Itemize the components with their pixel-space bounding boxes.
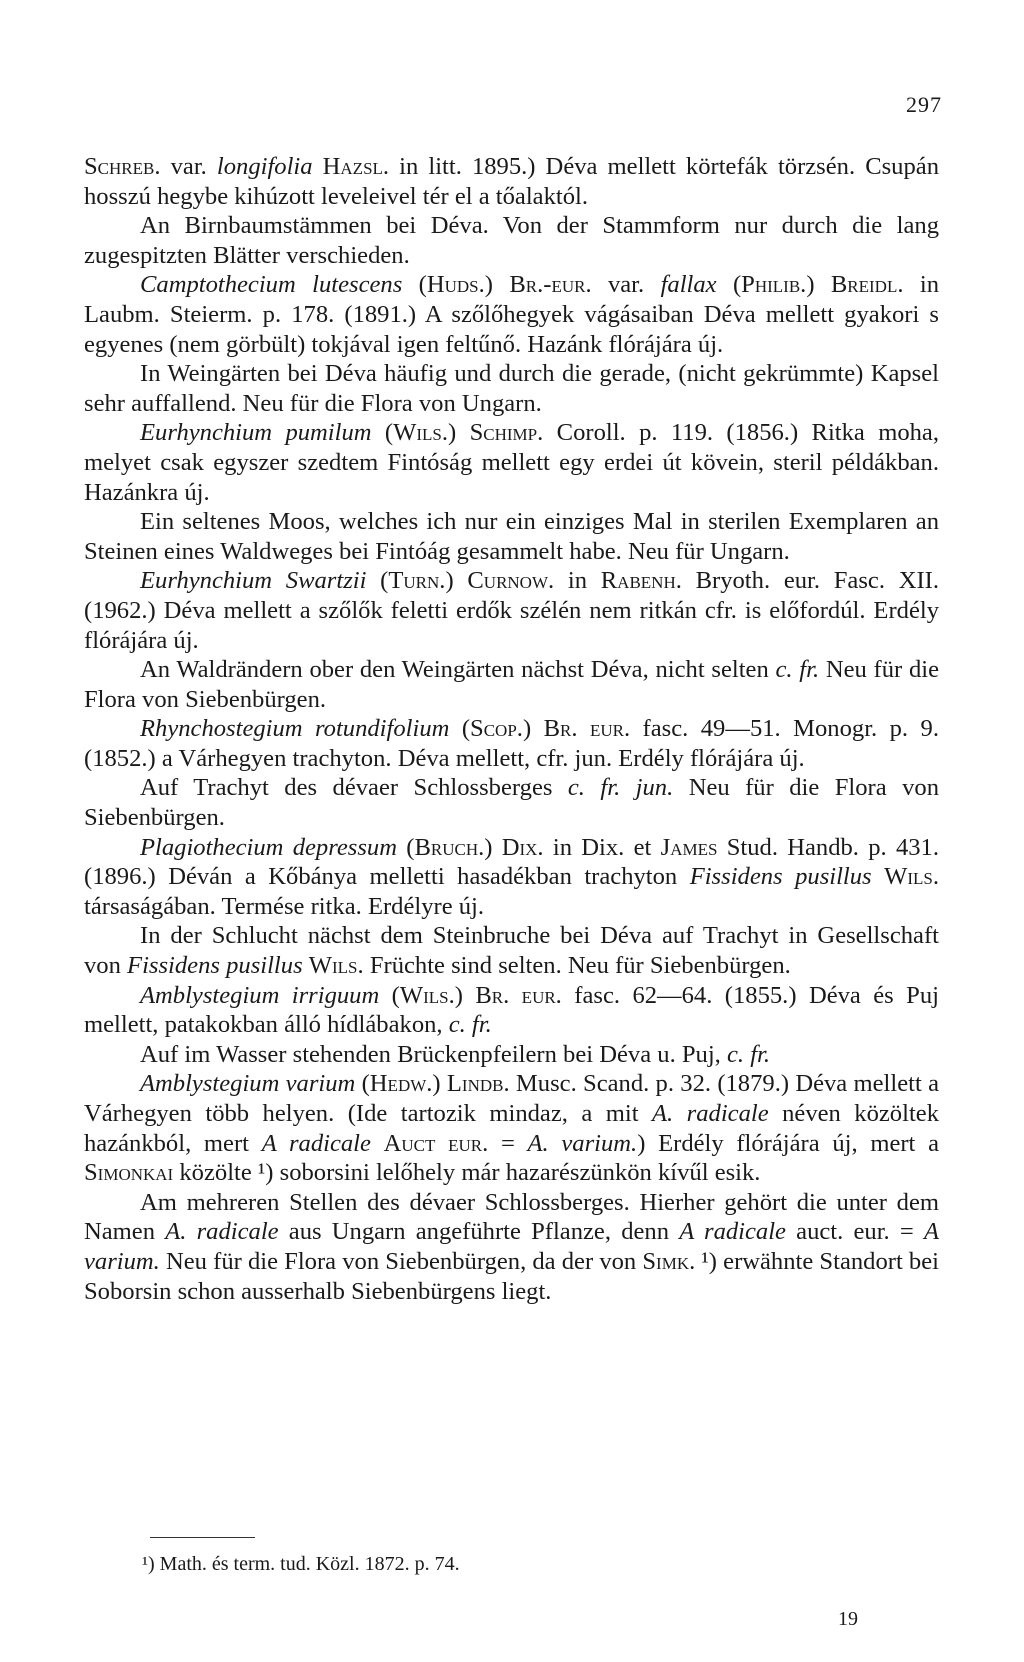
text-run: var. xyxy=(591,271,661,299)
italic-text: A radicale xyxy=(261,1129,371,1157)
text-run: ( xyxy=(371,419,394,447)
small-caps-text: Wils. xyxy=(884,863,939,891)
small-caps-text: Huds. xyxy=(426,271,485,299)
small-caps-text: Scop. xyxy=(470,715,523,743)
italic-text: Eurhynchium Swartzii xyxy=(140,567,367,595)
italic-text: longifolia xyxy=(216,153,313,180)
text-run: ) xyxy=(432,1070,447,1098)
text-run: Neu für die Flora von Siebenbürgen, da der von xyxy=(159,1247,643,1275)
text-run: In der Schlucht nächst dem Steinbruche bei Déva auf Trachyt in Gesellschaft von xyxy=(84,922,939,980)
paragraph xyxy=(84,1188,939,1306)
text-run: ) xyxy=(454,981,476,1009)
text-run: Auf im Wasser stehenden Brückenpfeilern bei Déva u. Puj, xyxy=(140,1040,727,1068)
small-caps-text: Turn. xyxy=(388,567,446,595)
small-caps-text: Wils. xyxy=(399,981,455,1009)
text-run: in Laubm. Steierm. p. 178. (1891.) A szőlőhegyek vágásaiban Déva mellett gyakori s egyenes (nem görbült) tokjával igen feltűnő. Hazánk flórájára új. xyxy=(84,271,940,358)
italic-text: Amblystegium irriguum xyxy=(140,981,380,1009)
small-caps-text: Philib. xyxy=(741,271,807,299)
footnote: ¹) Math. és term. tud. Közl. 1872. p. 74. xyxy=(142,1553,460,1575)
text-run: fasc. 62—64. (1855.) Déva és Puj mellett, patakokban álló hídlábakon, xyxy=(84,981,939,1039)
text-run: var. xyxy=(160,153,217,180)
paragraph xyxy=(84,152,939,211)
small-caps-text: Rabenh. xyxy=(600,567,682,595)
text-run: in xyxy=(554,567,601,595)
text-run: ) xyxy=(522,715,544,743)
text-run: ¹) erwähnte Standort bei Soborsin schon ausserhalb Siebenbürgens liegt. xyxy=(84,1247,939,1305)
paragraph xyxy=(84,270,939,359)
small-caps-text: Lindb. xyxy=(446,1070,510,1098)
italic-text: Rhynchostegium rotundifolium xyxy=(140,715,450,743)
small-caps-text: Simk. xyxy=(642,1247,696,1275)
text-run: ( xyxy=(366,567,389,595)
paragraph xyxy=(84,773,939,832)
italic-text: Fissidens pusillus xyxy=(689,863,872,891)
text-run: An Waldrändern ober den Weingärten nächst Déva, nicht selten xyxy=(140,656,776,684)
text-run: ) xyxy=(806,271,831,299)
text-run: Bryoth. eur. Fasc. XII. (1962.) Déva mellett a szőlők feletti erdők szélén nem ritkán cfr. is előfordúl. Erdély flórájára új. xyxy=(84,567,940,654)
text-run: Auf Trachyt des dévaer Schlossberges xyxy=(140,774,568,802)
text-run: ) xyxy=(448,419,470,447)
paragraph xyxy=(84,359,939,418)
small-caps-text: Schreb. xyxy=(84,153,161,180)
italic-text: fallax xyxy=(660,271,717,299)
text-run: Stud. Handb. p. 431. (1896.) Déván a Kőbánya melletti hasadékban trachyton xyxy=(84,833,939,891)
italic-text: c. fr. xyxy=(775,656,820,684)
small-caps-text: Breidl. xyxy=(830,271,904,299)
small-caps-text: Simonkai xyxy=(84,1159,174,1187)
italic-text: Camptothecium lutescens xyxy=(140,271,403,299)
paragraph xyxy=(84,507,939,566)
text-run: Coroll. p. 119. (1856.) Ritka moha, melyet csak egyszer szedtem Fintóság mellett egy erdei út kövein, steril példákban. Hazánkra új. xyxy=(84,419,940,506)
small-caps-text: James xyxy=(660,833,718,861)
text-run: néven közöltek hazánkból, mert xyxy=(84,1100,939,1157)
small-caps-text: Auct eur. xyxy=(383,1129,489,1157)
text-run: fasc. 49—51. Monogr. p. 9. (1852.) a Várhegyen trachyton. Déva mellett, cfr. jun. Erdély flórájára új. xyxy=(84,715,939,772)
text-run: ( xyxy=(397,833,415,861)
paragraph xyxy=(84,1069,939,1187)
text-run: társaságában. Termése ritka. Erdélyre új. xyxy=(84,892,485,920)
text-run: ) xyxy=(445,567,468,595)
text-run: ) xyxy=(484,271,510,299)
text-run: ( xyxy=(716,271,742,299)
text-run: Früchte sind selten. Neu für Siebenbürgen. xyxy=(363,952,791,980)
small-caps-text: Wils. xyxy=(308,952,364,980)
italic-text: A. varium. xyxy=(527,1129,638,1157)
small-caps-text: Schimp. xyxy=(469,419,544,447)
small-caps-text: Hazsl. xyxy=(322,153,390,180)
text-run: ( xyxy=(379,981,400,1009)
text-run: aus Ungarn angeführte Pflanze, denn xyxy=(278,1218,680,1246)
small-caps-text: Wils. xyxy=(393,419,448,447)
text-run: ( xyxy=(355,1070,370,1098)
text-run: ( xyxy=(402,271,427,299)
small-caps-text: Curnow. xyxy=(467,567,555,595)
text-run xyxy=(313,153,323,180)
page-number: 297 xyxy=(906,92,942,117)
body-text xyxy=(84,152,939,1306)
italic-text: Amblystegium varium xyxy=(140,1070,356,1098)
small-caps-text: Br. eur. xyxy=(475,981,562,1009)
text-run: Ein seltenes Moos, welches ich nur ein einziges Mal in sterilen Exemplaren an Steinen eines Waldweges bei Fintóág gesammelt habe. Neu für Ungarn. xyxy=(84,508,939,565)
text-run: Am mehreren Stellen des dévaer Schlossberges. Hierher gehört die unter dem Namen xyxy=(84,1188,939,1246)
paragraph xyxy=(84,418,939,507)
paragraph xyxy=(84,981,939,1040)
small-caps-text: Br. eur. xyxy=(543,715,631,743)
text-run: Neu für die Flora von Siebenbürgen. xyxy=(84,656,939,713)
paragraph xyxy=(84,1040,939,1070)
text-run: auct. eur. = xyxy=(785,1218,924,1246)
italic-text: A varium. xyxy=(84,1218,940,1275)
paragraph xyxy=(84,833,939,922)
italic-text: Eurhynchium pumilum xyxy=(140,419,372,447)
italic-text: Fissidens pusillus xyxy=(127,952,303,980)
paragraph xyxy=(84,714,939,773)
text-run: In Weingärten bei Déva häufig und durch die gerade, (nicht gekrümmte) Kapsel sehr auffallend. Neu für die Flora von Ungarn. xyxy=(84,360,939,417)
italic-text: c. fr. xyxy=(726,1040,771,1068)
text-run: Neu für die Flora von Siebenbürgen. xyxy=(84,774,939,832)
small-caps-text: Bruch. xyxy=(414,833,485,861)
italic-text: c. fr. jun. xyxy=(567,774,674,802)
italic-text: A. radicale xyxy=(165,1218,279,1246)
text-run: ) Erdély flórájára új, mert a xyxy=(637,1129,939,1157)
paragraph xyxy=(84,655,939,714)
small-caps-text: Hedw. xyxy=(369,1070,433,1098)
text-run: in litt. 1895.) Déva mellett körtefák törzsén. Csupán hosszú hegybe kihúzott leveleivel tér el a tőalaktól. xyxy=(84,153,939,210)
italic-text: A. radicale xyxy=(652,1100,769,1127)
text-run: ( xyxy=(449,715,471,743)
text-run: = xyxy=(488,1129,528,1157)
text-run xyxy=(872,863,884,890)
paragraph xyxy=(84,566,939,655)
text-run xyxy=(371,1130,384,1157)
paragraph xyxy=(84,921,939,980)
italic-text: A radicale xyxy=(679,1218,786,1246)
text-run: Musc. Scand. p. 32. (1879.) Déva mellett a Várhegyen több helyen. (Ide tartozik mindaz, a mit xyxy=(84,1070,939,1127)
small-caps-text: Dix. xyxy=(501,833,544,861)
footnote-rule xyxy=(150,1537,255,1538)
italic-text: Plagiothecium depressum xyxy=(140,833,397,861)
text-run: in Dix. et xyxy=(543,833,661,861)
italic-text: c. fr. xyxy=(448,1011,492,1039)
text-run: ) xyxy=(484,833,502,861)
text-run: közölte ¹) soborsini lelőhely már hazarészünkön kívűl esik. xyxy=(173,1159,761,1187)
text-run: An Birnbaumstämmen bei Déva. Von der Stammform nur durch die lang zugespitzten Blätter verschieden. xyxy=(84,212,939,269)
small-caps-text: Br.-eur. xyxy=(509,271,592,299)
signature-mark: 19 xyxy=(838,1608,858,1630)
paragraph xyxy=(84,211,939,270)
